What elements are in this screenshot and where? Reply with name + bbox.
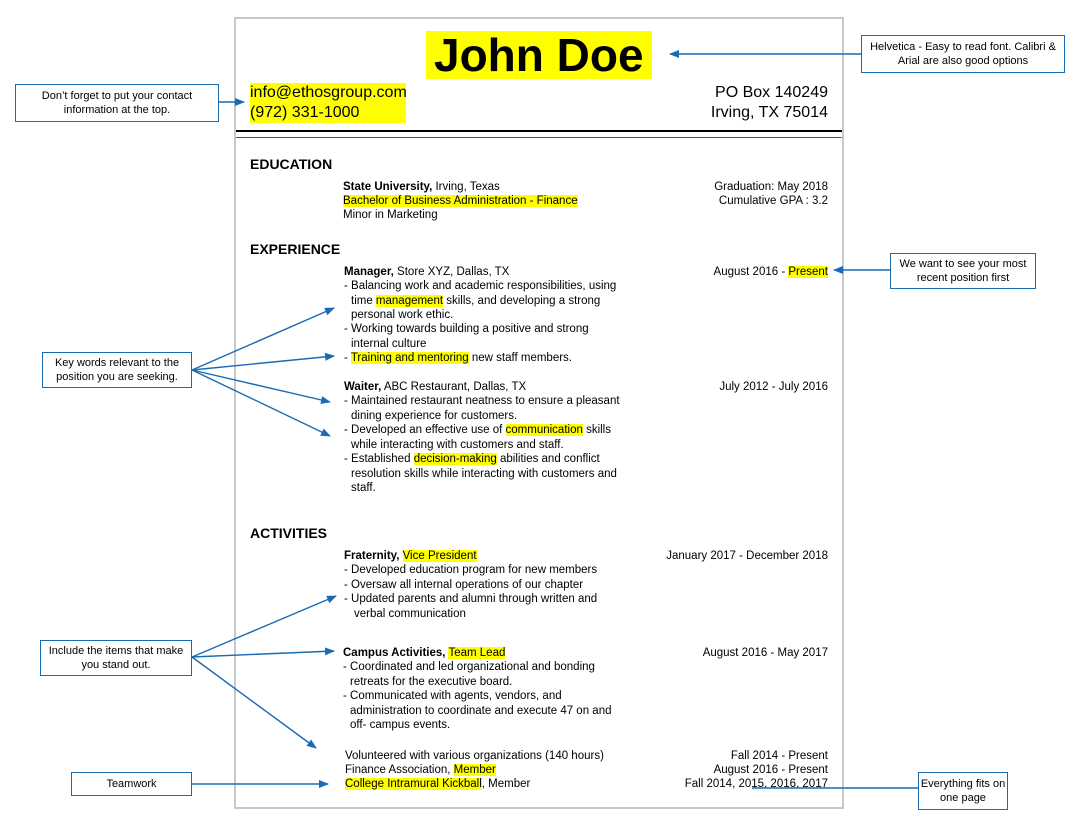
job2-date: July 2012 - July 2016: [719, 381, 828, 393]
arrow-keyword-3: [192, 370, 330, 402]
activity-finance-date: August 2016 - Present: [713, 764, 828, 776]
job1-bullet-3: - Training and mentoring new staff members.: [344, 352, 572, 364]
callout-recent: We want to see your most recent position first: [890, 253, 1036, 289]
activity-finance: Finance Association, Member: [345, 764, 496, 776]
activity-kickball: College Intramural Kickball, Member: [345, 778, 531, 790]
job2-bullet-2: - Developed an effective use of communication skills while interacting with customers and staff.: [344, 424, 611, 451]
activity2-title: Campus Activities, Team Lead: [343, 647, 506, 659]
email: info@ethosgroup.com: [250, 84, 407, 101]
education-gpa: Cumulative GPA : 3.2: [718, 195, 828, 207]
education-heading: EDUCATION: [250, 156, 333, 172]
callout-keywords: Key words relevant to the position you are seeking.: [42, 352, 192, 388]
address-line-1: PO Box 140249: [715, 84, 828, 101]
activity-kickball-date: Fall 2014, 2015, 2016, 2017: [684, 778, 828, 790]
job1-date: August 2016 - Present: [713, 266, 828, 278]
activity2-date: August 2016 - May 2017: [702, 647, 828, 659]
arrow-keyword-1: [192, 308, 334, 370]
activity-volunteer: Volunteered with various organizations (140 hours): [345, 750, 604, 762]
job1-title: Manager, Store XYZ, Dallas, TX: [344, 266, 510, 278]
activities-heading: ACTIVITIES: [250, 525, 328, 541]
address-line-2: Irving, TX 75014: [710, 104, 828, 121]
job1-bullet-2: - Working towards building a positive and strong internal culture: [344, 323, 589, 350]
activity1-date: January 2017 - December 2018: [666, 550, 828, 562]
phone: (972) 331-1000: [250, 104, 360, 121]
resume-name: John Doe: [426, 31, 652, 79]
arrow-standout-3: [192, 657, 316, 748]
arrow-keyword-4: [192, 370, 330, 436]
education-graduation: Graduation: May 2018: [714, 181, 828, 193]
activity1-title: Fraternity, Vice President: [344, 550, 477, 562]
callout-standout: Include the items that make you stand out.: [40, 640, 192, 676]
arrow-standout-1: [192, 596, 336, 657]
callout-teamwork: Teamwork: [71, 772, 192, 796]
education-minor: Minor in Marketing: [343, 209, 438, 221]
callout-one-page: Everything fits on one page: [918, 772, 1008, 810]
callout-contact: Don’t forget to put your contact information at the top.: [15, 84, 219, 122]
callout-font: Helvetica - Easy to read font. Calibri & Arial are also good options: [861, 35, 1065, 73]
arrow-keyword-2: [192, 356, 334, 370]
education-school: State University, Irving, Texas: [343, 181, 500, 193]
job1-bullet-1: - Balancing work and academic responsibilities, using time management skills, and developing a strong personal work ethic.: [344, 280, 617, 321]
arrow-standout-2: [192, 651, 334, 657]
job2-title: Waiter, ABC Restaurant, Dallas, TX: [344, 381, 527, 393]
experience-heading: EXPERIENCE: [250, 241, 341, 257]
job2-bullet-3: - Established decision-making abilities and conflict resolution skills while interacting with customers and staff.: [344, 453, 617, 494]
activity2-bullets: - Coordinated and led organizational and bonding retreats for the executive board. - Communicated with agents, vendors, and administration to coordinate and execute 47 on and off- campus events.: [343, 661, 612, 731]
activity1-bullets: - Developed education program for new members - Oversaw all internal operations of our chapter - Updated parents and alumni through written and verbal communication: [344, 564, 598, 620]
job2-bullet-1: - Maintained restaurant neatness to ensure a pleasant dining experience for customers.: [344, 395, 620, 422]
activity-volunteer-date: Fall 2014 - Present: [730, 750, 828, 762]
education-degree: Bachelor of Business Administration - Finance: [343, 195, 578, 207]
